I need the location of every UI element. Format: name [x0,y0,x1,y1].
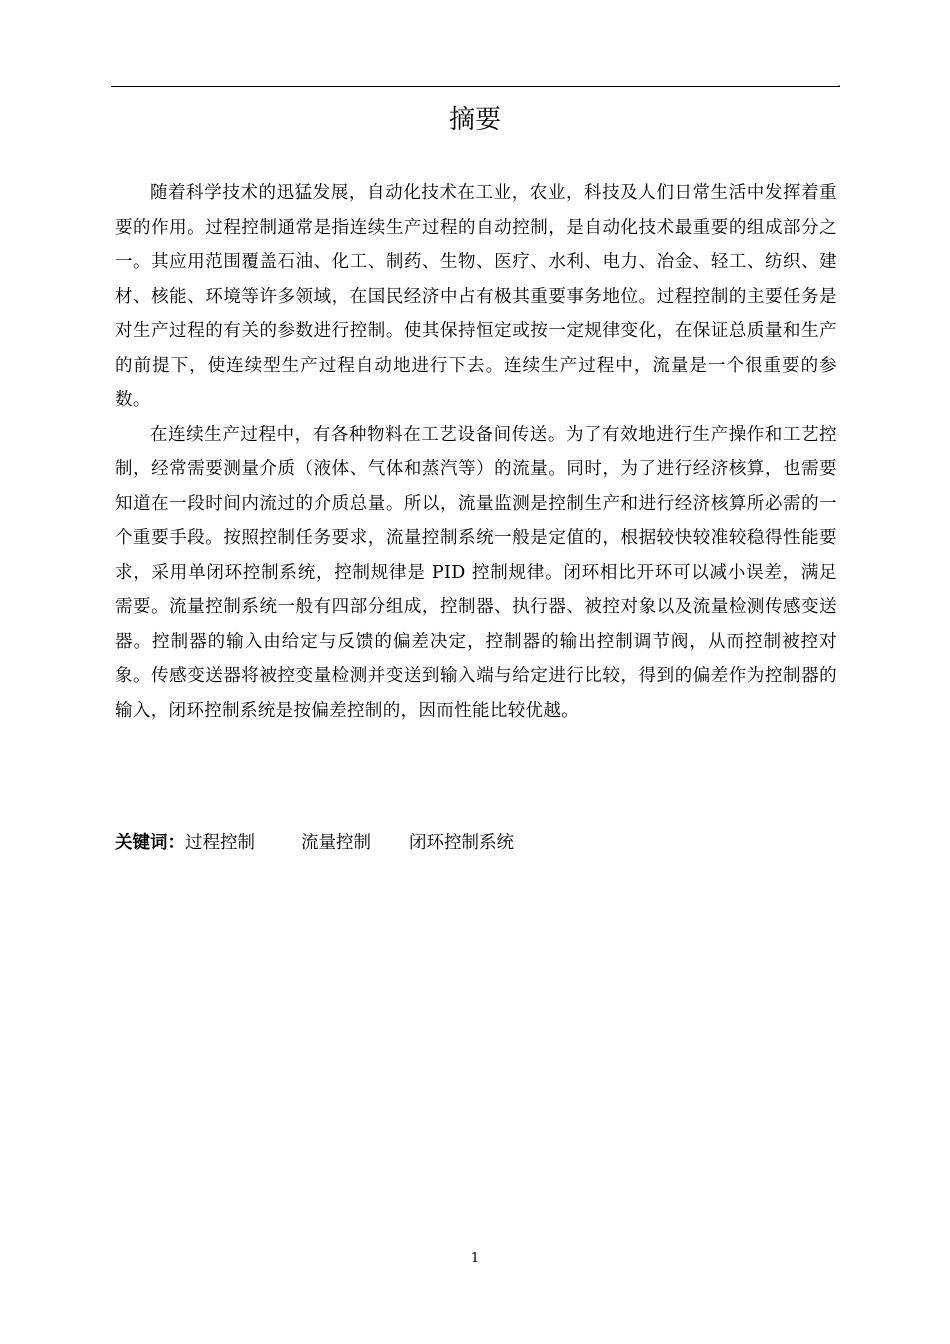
keyword-3: 闭环控制系统 [409,833,514,853]
keywords-label: 关键词： [115,833,185,853]
page-title: 摘要 [448,105,501,135]
page-number: 1 [470,1251,480,1266]
header-rule [111,86,840,87]
keyword-1: 过程控制 [185,833,255,853]
header-mark: . [838,80,841,88]
keyword-2: 流量控制 [301,833,371,853]
abstract-paragraph-2: 在连续生产过程中，有各种物料在工艺设备间传送。为了有效地进行生产操作和工艺控制，经常需要测量介质（液体、气体和蒸汽等）的流量。同时，为了进行经济核算，也需要知道在一段时间内流过的介质总量。所以，流量监测是控制生产和进行经济核算所必需的一个重要手段。按照控制任务要求，流量控制系统一般是定值的，根据较快较准较稳得性能要求，采用单闭环控制系统，控制规律是 PID 控制规律。闭环相比开环可以减小误差，满足需要。流量控制系统一般有四部分组成，控制器、执行器、被控对象以及流量检测传感变送器。控制器的输入由给定与反馈的偏差决定，控制器的输出控制调节阀，从而控制被控对象。传感变送器将被控变量检测并变送到输入端与给定进行比较，得到的偏差作为控制器的输入，闭环控制系统是按偏差控制的，因而性能比较优越。 [115,424,837,721]
abstract-paragraph-1: 随着科学技术的迅猛发展，自动化技术在工业，农业，科技及人们日常生活中发挥着重要的作用。过程控制通常是指连续生产过程的自动控制，是自动化技术最重要的组成部分之一。其应用范围覆盖石油、化工、制药、生物、医疗、水利、电力、冶金、轻工、纺织、建材、核能、环境等许多领域，在国民经济中占有极其重要事务地位。过程控制的主要任务是对生产过程的有关的参数进行控制。使其保持恒定或按一定规律变化，在保证总质量和生产的前提下，使连续型生产过程自动地进行下去。连续生产过程中，流量是一个很重要的参数。 [115,183,837,410]
keywords-line [115,828,514,858]
abstract-body [115,176,837,728]
